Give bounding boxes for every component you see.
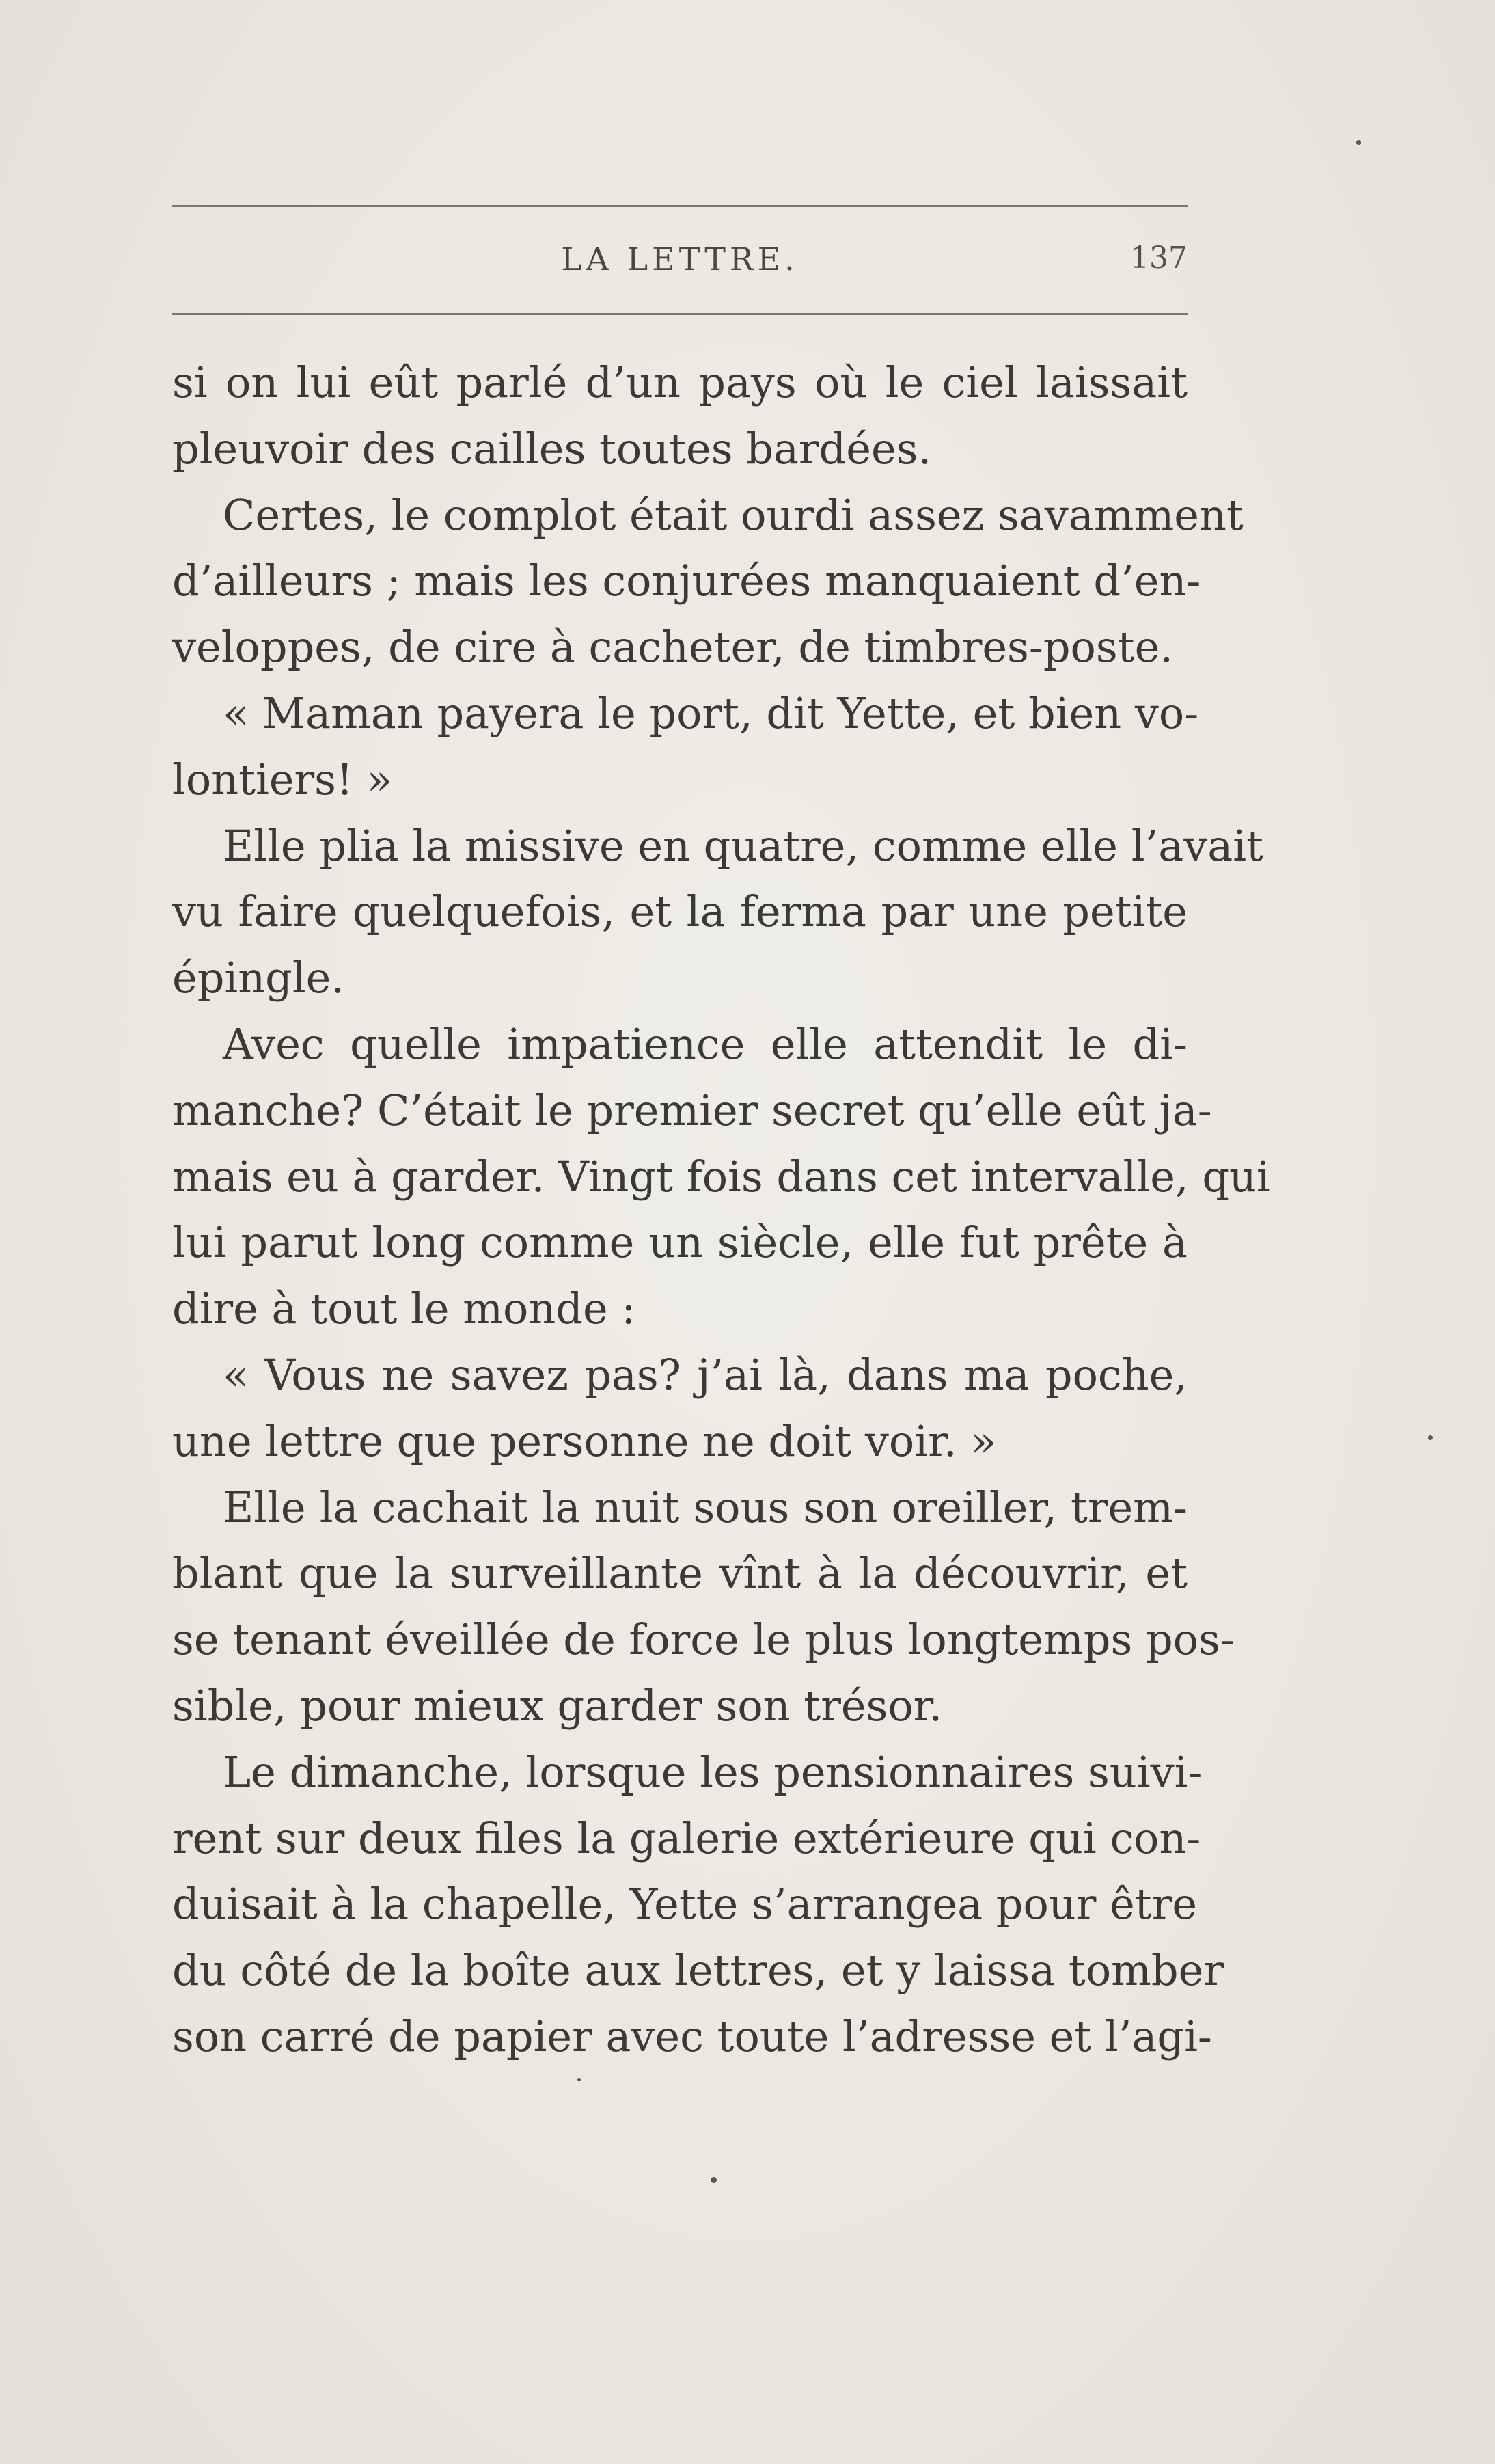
text-line: si on lui eût parlé d’un pays où le ciel laissait [172, 357, 1188, 407]
text-line: dire à tout le monde : [172, 1284, 636, 1334]
text-line: épingle. [172, 953, 345, 1003]
text-line: d’ailleurs ; mais les conjurées manquaient d’en- [172, 556, 1201, 606]
text-line: Avec quelle impatience elle attendit le di- [223, 1018, 1188, 1069]
text-line: son carré de papier avec toute l’adresse et l’agi- [172, 2011, 1212, 2061]
text-line: Elle plia la missive en quatre, comme elle l’avait [223, 820, 1263, 871]
text-line: lontiers! » [172, 754, 393, 804]
text-line: vu faire quelquefois, et la ferma par une petite [172, 886, 1188, 937]
page-number: 137 [1130, 241, 1188, 275]
text-line: Certes, le complot était ourdi assez savamment [223, 489, 1244, 540]
paper-speck [577, 2078, 581, 2081]
text-line: « Maman payera le port, dit Yette, et bien vo- [223, 688, 1199, 738]
text-line: mais eu à garder. Vingt fois dans cet intervalle, qui [172, 1151, 1270, 1202]
paper-speck [711, 2177, 717, 2183]
text-line: Elle la cachait la nuit sous son oreiller, trem- [223, 1482, 1188, 1532]
text-line: Le dimanche, lorsque les pensionnaires suivi- [223, 1746, 1203, 1797]
text-line: manche? C’était le premier secret qu’elle eût ja- [172, 1085, 1212, 1135]
body-text [172, 350, 1270, 2070]
text-line: sible, pour mieux garder son trésor. [172, 1680, 943, 1731]
text-line: se tenant éveillée de force le plus longtemps pos- [172, 1614, 1235, 1665]
paper-speck [1428, 1435, 1433, 1440]
text-line: rent sur deux files la galerie extérieure qui con- [172, 1813, 1201, 1863]
header-bottom-rule [172, 313, 1188, 315]
text-line: lui parut long comme un siècle, elle fut prête à [172, 1217, 1188, 1268]
text-line: duisait à la chapelle, Yette s’arrangea pour être [172, 1879, 1198, 1930]
text-line: veloppes, de cire à cacheter, de timbres-poste. [172, 622, 1173, 673]
header-top-rule [172, 205, 1188, 207]
text-line: blant que la surveillante vînt à la découvrir, et [172, 1548, 1188, 1599]
text-line: du côté de la boîte aux lettres, et y laissa tomber [172, 1945, 1224, 1996]
paper-speck [1356, 140, 1361, 145]
running-title: LA LETTRE. [561, 241, 799, 277]
text-line: « Vous ne savez pas? j’ai là, dans ma poche, [223, 1349, 1188, 1400]
text-line: pleuvoir des cailles toutes bardées. [172, 423, 932, 474]
text-line: une lettre que personne ne doit voir. » [172, 1416, 997, 1466]
running-head [172, 241, 1188, 288]
